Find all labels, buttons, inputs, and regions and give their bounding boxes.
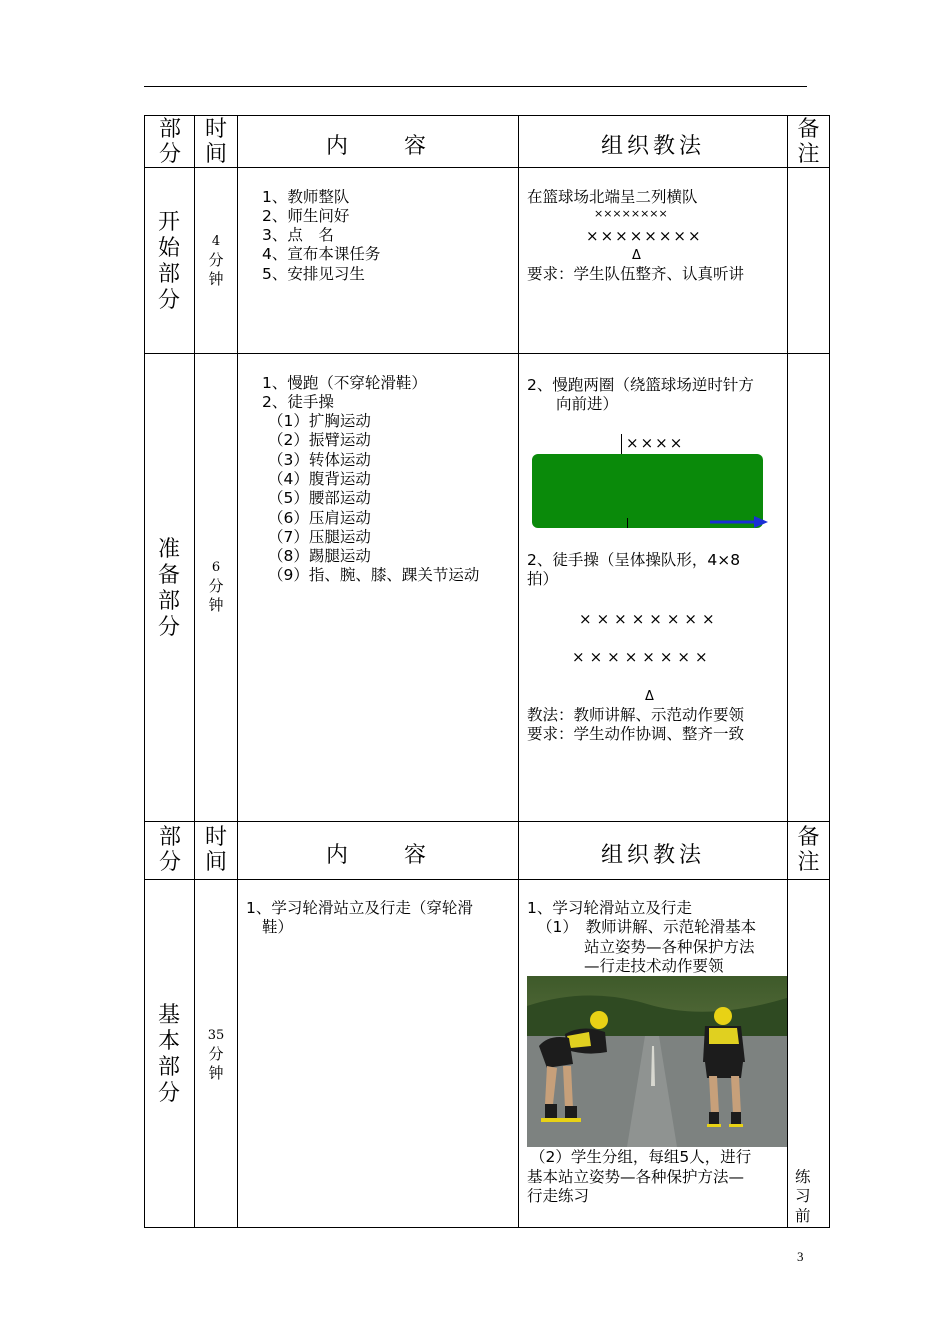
list-item: （7）压腿运动 [268, 528, 371, 546]
prep-method1-line2: 向前进） [556, 395, 619, 413]
list-item: 4、宣布本课任务 [262, 245, 381, 263]
basic-method-line2: （1） 教师讲解、示范轮滑基本 [537, 918, 757, 936]
list-item: 2、徒手操 [262, 393, 334, 411]
teacher-marker: Δ [645, 689, 654, 704]
direction-arrow-icon [708, 514, 770, 530]
prep-method1-line1: 2、慢跑两圈（绕篮球场逆时针方 [527, 376, 754, 394]
list-item: 3、点 名 [262, 226, 334, 244]
header-part: 部分 [159, 825, 182, 875]
header-time: 时间 [205, 825, 228, 875]
header-method: 组织教法 [600, 134, 705, 159]
track-students: ×××× [626, 434, 685, 452]
start-time: 4 分钟 [208, 234, 224, 288]
list-item: （1）扩胸运动 [268, 412, 371, 430]
list-item: （4）腹背运动 [268, 470, 371, 488]
formation-row: ×××××××× [594, 207, 668, 220]
track-marker-line [621, 434, 622, 454]
basic-method-line1: 1、学习轮滑站立及行走 [527, 899, 692, 917]
page-number: 3 [797, 1249, 804, 1264]
basic-method-line5: （2）学生分组，每组5人，进行 [530, 1148, 752, 1166]
header-content: 内 容 [325, 843, 430, 868]
basic-content-line2: 鞋） [262, 918, 294, 936]
teacher-marker: Δ [632, 248, 641, 263]
section-prep: 准备部分 [158, 537, 181, 640]
list-item: （2）振臂运动 [268, 431, 371, 449]
header-note: 备注 [797, 117, 820, 167]
section-start: 开始部分 [158, 210, 181, 313]
list-item: （9）指、腕、膝、踝关节运动 [268, 566, 480, 584]
list-item: 2、师生问好 [262, 207, 350, 225]
header-rule [144, 86, 807, 87]
list-item: （6）压肩运动 [268, 509, 371, 527]
basic-method-line6: 基本站立姿势—各种保护方法— [527, 1168, 745, 1186]
formation-row: ×××××××× [579, 610, 720, 628]
list-item: 1、慢跑（不穿轮滑鞋） [262, 374, 427, 392]
formation-row: ×××××××× [586, 227, 703, 245]
basic-method-line3: 站立姿势—各种保护方法 [584, 938, 755, 956]
formation-row: ×××××××× [572, 648, 713, 666]
header-content: 内 容 [325, 134, 430, 159]
track-marker-line [627, 518, 628, 528]
prep-requirement: 要求：学生动作协调、整齐一致 [527, 725, 745, 743]
basic-method-line4: —行走技术动作要领 [584, 957, 724, 975]
header-note: 备注 [797, 825, 820, 875]
section-basic: 基本部分 [158, 1003, 181, 1106]
header-method: 组织教法 [600, 843, 705, 868]
prep-method2-line1: 2、徒手操（呈体操队形，4×8 [527, 551, 741, 569]
prep-teaching: 教法：教师讲解、示范动作要领 [527, 706, 745, 724]
header-part: 部分 [159, 117, 182, 167]
basic-content-line1: 1、学习轮滑站立及行走（穿轮滑 [246, 899, 473, 917]
list-item: 5、安排见习生 [262, 265, 365, 283]
prep-time: 6 分钟 [208, 560, 224, 614]
list-item: （3）转体运动 [268, 451, 371, 469]
header-time: 时间 [205, 117, 228, 167]
start-requirement: 要求：学生队伍整齐、认真听讲 [527, 265, 745, 283]
basic-method-line7: 行走练习 [527, 1187, 590, 1205]
basic-time: 35 分钟 [207, 1028, 225, 1082]
start-method-title: 在篮球场北端呈二列横队 [527, 188, 698, 206]
list-item: 1、教师整队 [262, 188, 350, 206]
list-item: （8）踢腿运动 [268, 547, 371, 565]
skating-photo [527, 976, 787, 1147]
prep-method2-line2: 拍） [527, 570, 559, 588]
list-item: （5）腰部运动 [268, 489, 371, 507]
